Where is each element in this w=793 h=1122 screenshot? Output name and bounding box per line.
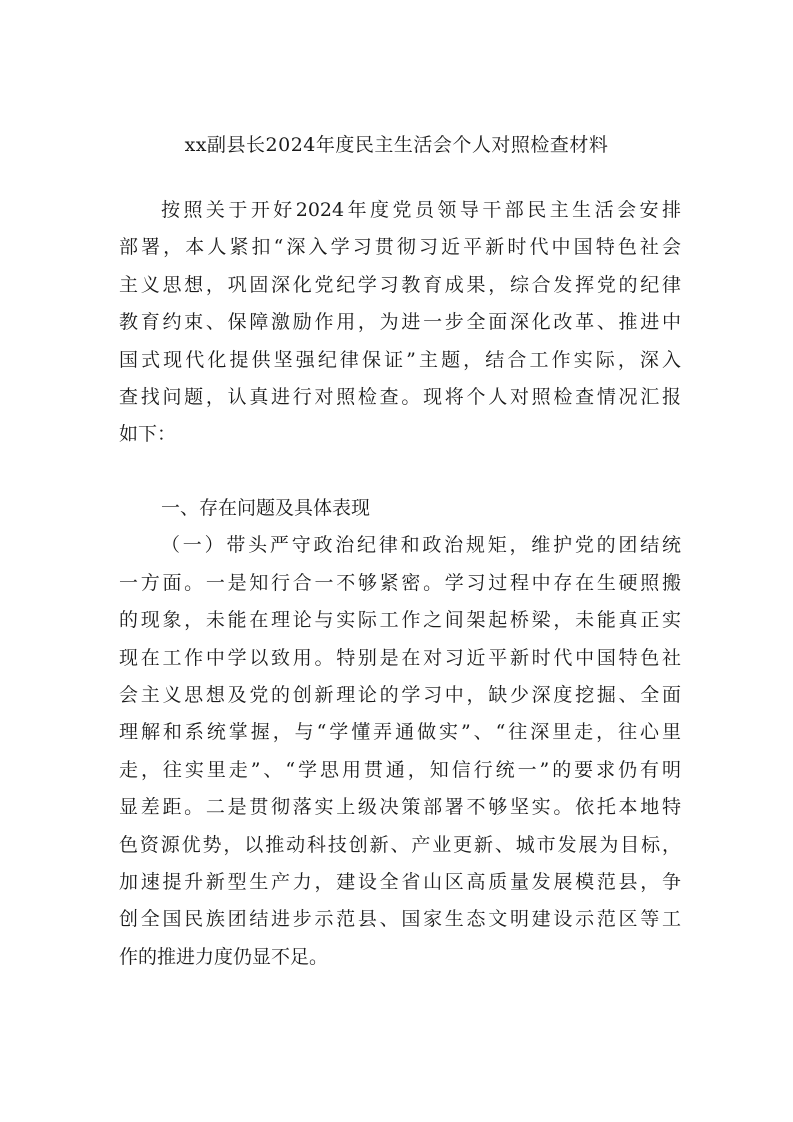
paragraph-line: 按照关于开好2024年度党员领导干部民主生活会安排 bbox=[161, 199, 681, 221]
paragraph-line: 现在工作中学以致用。特别是在对习近平新时代中国特色社 bbox=[119, 646, 681, 669]
paragraph-line: 主义思想，巩固深化党纪学习教育成果，综合发挥党的纪律 bbox=[119, 273, 681, 296]
paragraph-line: 创全国民族团结进步示范县、国家生态文明建设示范区等工 bbox=[119, 908, 681, 931]
section-one bbox=[119, 490, 681, 976]
paragraph-line: 国式现代化提供坚强纪律保证”主题，结合工作实际，深入 bbox=[119, 348, 681, 371]
paragraph-line: 教育约束、保障激励作用，为进一步全面深化改革、推进中 bbox=[119, 311, 681, 334]
paragraph-line: 色资源优势，以推动科技创新、产业更新、城市发展为目标， bbox=[119, 833, 681, 856]
paragraph-line: 加速提升新型生产力，建设全省山区高质量发展模范县，争 bbox=[119, 870, 681, 893]
paragraph-line: 的现象，未能在理论与实际工作之间架起桥梁，未能真正实 bbox=[119, 609, 681, 632]
intro-paragraph bbox=[119, 192, 681, 454]
paragraph-line: 作的推进力度仍显不足。 bbox=[119, 945, 329, 968]
paragraph-line: 会主义思想及党的创新理论的学习中，缺少深度挖掘、全面 bbox=[119, 683, 681, 706]
paragraph-line: 如下： bbox=[119, 423, 177, 446]
paragraph-line: 显差距。二是贯彻落实上级决策部署不够坚实。依托本地特 bbox=[119, 796, 681, 819]
section-heading: 一、存在问题及具体表现 bbox=[161, 497, 371, 519]
paragraph-line: 理解和系统掌握，与“学懂弄通做实”、“往深里走，往心里 bbox=[119, 721, 681, 744]
paragraph-line: 一方面。一是知行合一不够紧密。学习过程中存在生硬照搬 bbox=[119, 571, 681, 594]
document-title: xx副县长2024年度民主生活会个人对照检查材料 bbox=[184, 134, 609, 156]
paragraph-line: 走，往实里走”、“学思用贯通，知信行统一”的要求仍有明 bbox=[119, 758, 681, 781]
paragraph-line: 查找问题，认真进行对照检查。现将个人对照检查情况汇报 bbox=[119, 385, 681, 408]
paragraph-line: （一）带头严守政治纪律和政治规矩，维护党的团结统 bbox=[161, 534, 681, 557]
paragraph-line: 部署，本人紧扣“深入学习贯彻习近平新时代中国特色社会 bbox=[119, 236, 681, 259]
